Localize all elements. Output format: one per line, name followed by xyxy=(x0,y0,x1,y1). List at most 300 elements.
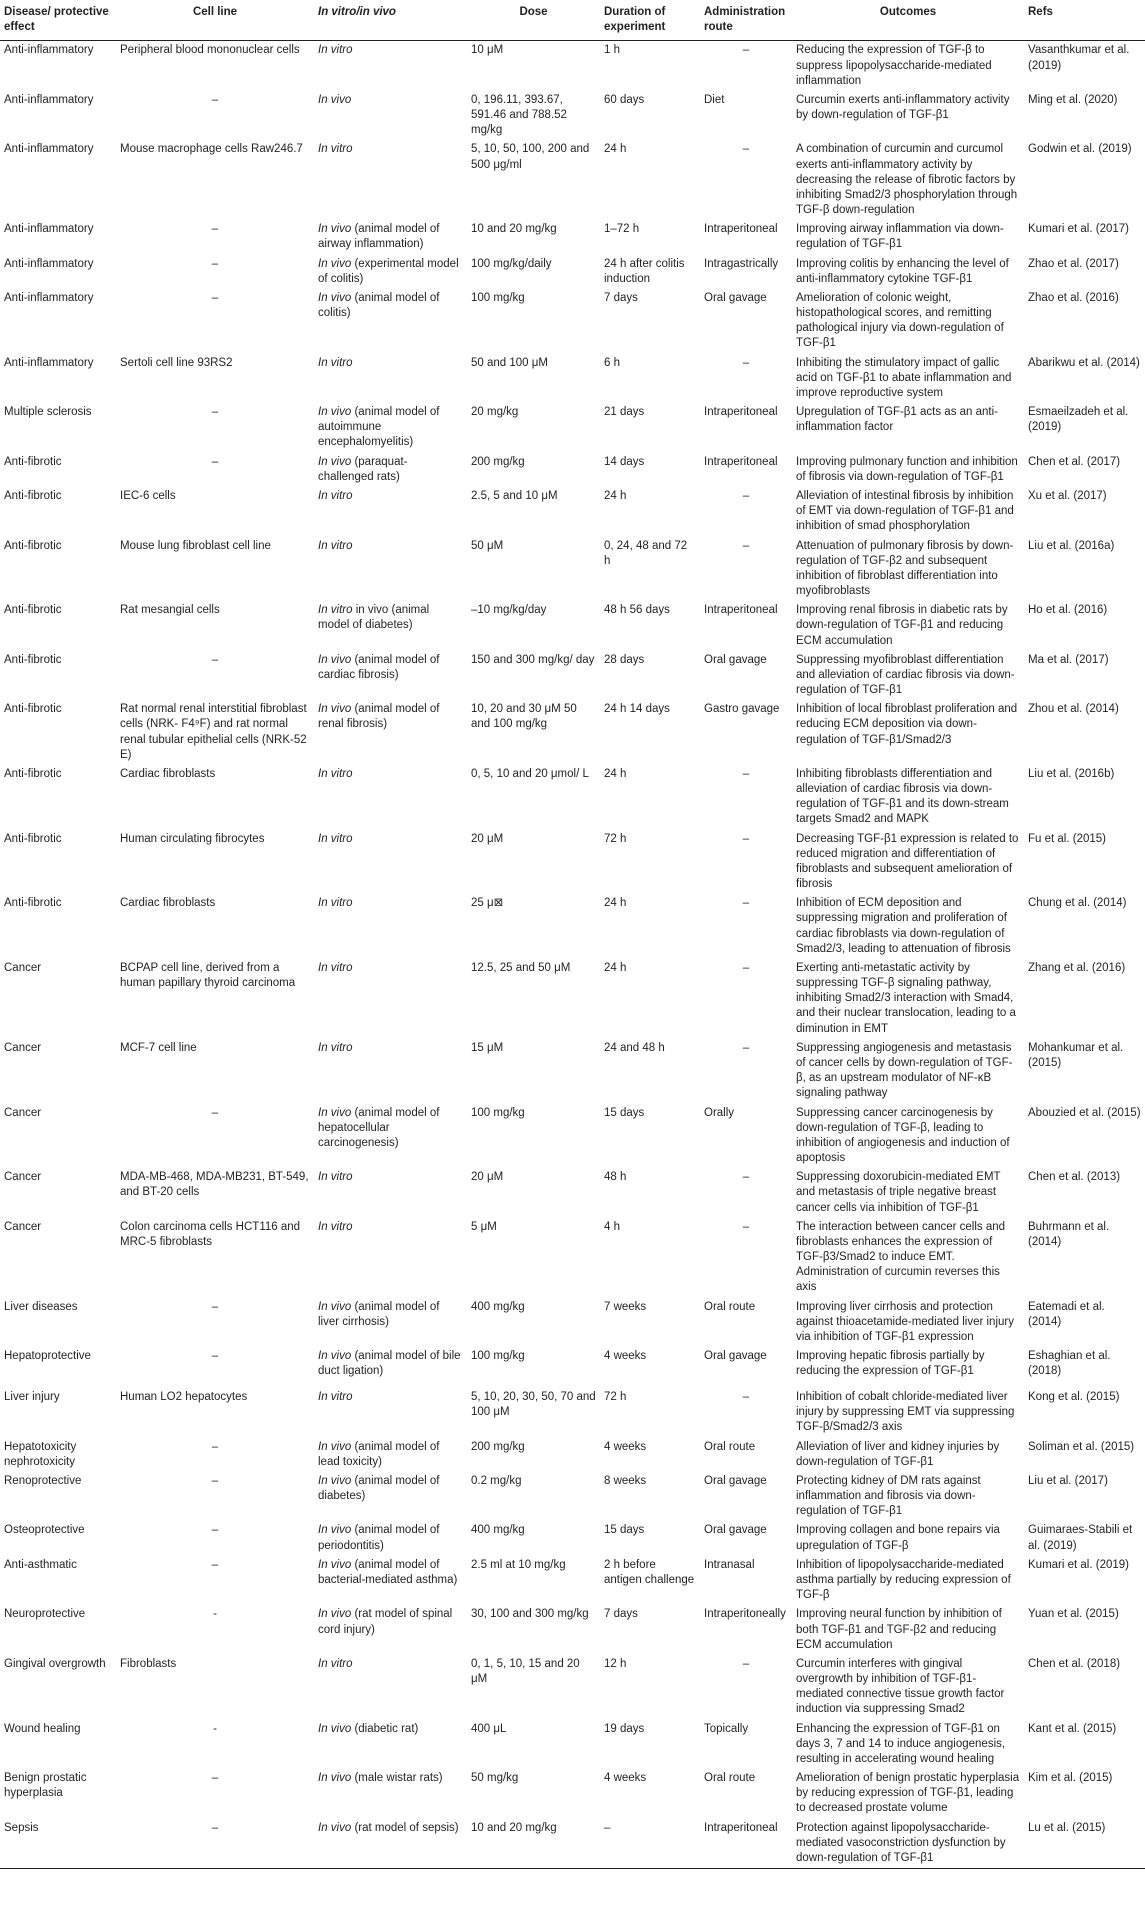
cell-outcome: Exerting anti-metastatic activity by suppressing TGF-β signaling pathway, inhibiting Smad2/3 interaction with Smad4, and their nuclear translocation, leading to a diminution in EMT xyxy=(796,961,1016,1035)
cell-dose: 50 and 100 μM xyxy=(471,356,548,369)
cell-duration: 14 days xyxy=(604,455,645,468)
cell-duration: 4 weeks xyxy=(604,1440,647,1453)
cell-duration: 21 days xyxy=(604,406,645,419)
cell-disease: Anti-fibrotic xyxy=(4,767,62,780)
study-type-label: In vivo xyxy=(318,703,352,716)
cell-ref: Ma et al. (2017) xyxy=(1028,653,1109,666)
cell-disease: Cancer xyxy=(4,1171,42,1184)
cell-disease: Anti-inflammatory xyxy=(4,257,94,270)
cell-outcome: Improving renal fibrosis in diabetic rats by down-regulation of TGF-β1 and reducing ECM accumulation xyxy=(796,604,1008,647)
cell-disease: Cancer xyxy=(4,1106,42,1119)
cell-duration: 4 h xyxy=(604,1220,620,1233)
cell-dose: 20 μM xyxy=(471,832,504,845)
cell-cell-line: – xyxy=(211,1558,219,1571)
cell-duration: 7 days xyxy=(604,1608,638,1621)
cell-cell-line: Human LO2 hepatocytes xyxy=(120,1391,248,1404)
cell-ref: Kumari et al. (2017) xyxy=(1028,223,1129,236)
cell-outcome: Protecting kidney of DM rats against inflammation and fibrosis via down-regulation of TGF-β1 xyxy=(796,1474,981,1518)
table-row xyxy=(0,1298,1145,1348)
cell-disease: Hepatoprotective xyxy=(4,1350,91,1363)
cell-duration: 4 weeks xyxy=(604,1350,647,1363)
study-model-detail: (animal model of hepatocellular carcinogenesis) xyxy=(318,1106,440,1149)
table-row xyxy=(0,487,1145,537)
cell-route: Intraperitoneal xyxy=(704,604,778,617)
cell-cell-line: Cardiac fibroblasts xyxy=(120,767,216,780)
cell-dose: 150 and 300 mg/kg/ day xyxy=(471,653,595,666)
cell-in-vitro-in-vivo xyxy=(314,601,467,651)
table-row xyxy=(0,1720,1145,1770)
table-row xyxy=(0,537,1145,602)
cell-cell-line: Peripheral blood mononuclear cells xyxy=(120,44,300,57)
table-row xyxy=(0,1556,1145,1606)
cell-in-vitro-in-vivo xyxy=(314,1819,467,1869)
cell-outcome: Improving airway inflammation via down-regulation of TGF-β1 xyxy=(796,223,1004,251)
cell-route: – xyxy=(742,1657,750,1670)
cell-ref: Eatemadi et al. (2014) xyxy=(1028,1300,1105,1328)
cell-outcome: Suppressing cancer carcinogenesis by down-regulation of TGF-β, leading to inhibition of angiogenesis and induction of apoptosis xyxy=(796,1106,1010,1165)
cell-route: – xyxy=(742,897,750,910)
cell-disease: Neuroprotective xyxy=(4,1608,86,1621)
cell-in-vitro-in-vivo xyxy=(314,289,467,354)
cell-cell-line: – xyxy=(211,1440,219,1453)
study-type-label: In vivo xyxy=(318,1106,352,1119)
study-type-label: In vivo xyxy=(318,1440,352,1453)
cell-route: – xyxy=(742,1220,750,1233)
cell-in-vitro-in-vivo xyxy=(314,403,467,453)
cell-ref: Kim et al. (2015) xyxy=(1028,1772,1113,1785)
cell-dose: 200 mg/kg xyxy=(471,1440,525,1453)
study-type-label: In vitro xyxy=(318,832,353,845)
cell-duration: 2 h before antigen challenge xyxy=(604,1558,695,1586)
cell-cell-line: – xyxy=(211,291,219,304)
cell-route: Intraperitoneal xyxy=(704,223,778,236)
cell-ref: Liu et al. (2017) xyxy=(1028,1474,1108,1487)
cell-cell-line: Rat normal renal interstitial fibroblast cells (NRK- F4⁹F) and rat normal renal tubular epithelial cells (NRK-52 E) xyxy=(120,703,307,761)
cell-route: Oral route xyxy=(704,1440,756,1453)
cell-outcome: Inhibiting fibroblasts differentiation and alleviation of cardiac fibrosis via down-regulation of TGF-β1 and its down-stream targets Smad2 and MAPK xyxy=(796,767,1009,826)
cell-route: Intraperitoneal xyxy=(704,406,778,419)
cell-disease: Anti-inflammatory xyxy=(4,93,94,106)
cell-in-vitro-in-vivo xyxy=(314,1218,467,1298)
cell-outcome: Improving liver cirrhosis and protection against thioacetamide-mediated liver injury via inhibition of TGF-β1 expression xyxy=(796,1300,1014,1343)
header-duration: Duration of experiment xyxy=(600,0,700,41)
cell-outcome: Inhibiting the stimulatory impact of gallic acid on TGF-β1 to abate inflammation and improve reproductive system xyxy=(796,356,1012,399)
cell-ref: Ho et al. (2016) xyxy=(1028,604,1108,617)
cell-duration: 24 h xyxy=(604,489,627,502)
cell-in-vitro-in-vivo xyxy=(314,91,467,141)
cell-route: Oral gavage xyxy=(704,1350,767,1363)
study-type-label: In vivo xyxy=(318,1524,352,1537)
cell-disease: Renoprotective xyxy=(4,1474,82,1487)
cell-duration: 24 h 14 days xyxy=(604,703,670,716)
header-disease: Disease/ protective effect xyxy=(0,0,116,41)
table-row xyxy=(0,41,1145,91)
cell-route: Oral gavage xyxy=(704,1474,767,1487)
cell-ref: Kant et al. (2015) xyxy=(1028,1722,1117,1735)
cell-outcome: Inhibition of lipopolysaccharide-mediated asthma partially by reducing expression of TGF-β xyxy=(796,1558,1011,1602)
table-row xyxy=(0,1819,1145,1869)
cell-disease: Anti-fibrotic xyxy=(4,539,62,552)
cell-ref: Chen et al. (2018) xyxy=(1028,1657,1121,1670)
cell-in-vitro-in-vivo xyxy=(314,1655,467,1720)
cell-cell-line: Rat mesangial cells xyxy=(120,604,220,617)
cell-in-vitro-in-vivo xyxy=(314,1438,467,1472)
cell-route: Oral route xyxy=(704,1772,756,1785)
cell-outcome: Reducing the expression of TGF-β to suppress lipopolysaccharide-mediated inflammation xyxy=(796,44,992,87)
cell-disease: Anti-fibrotic xyxy=(4,703,62,716)
table-body xyxy=(0,41,1145,1869)
cell-disease: Anti-inflammatory xyxy=(4,291,94,304)
cell-duration: 60 days xyxy=(604,93,645,106)
cell-dose: 100 mg/kg xyxy=(471,1350,525,1363)
table-row xyxy=(0,700,1145,765)
cell-dose: 10 and 20 mg/kg xyxy=(471,223,557,236)
cell-dose: 2.5, 5 and 10 μM xyxy=(471,489,558,502)
study-type-label: In vivo xyxy=(318,455,352,468)
cell-cell-line: MDA-MB-468, MDA-MB231, BT-549, and BT-20 cells xyxy=(120,1171,309,1199)
cell-ref: Chen et al. (2013) xyxy=(1028,1171,1121,1184)
cell-in-vitro-in-vivo xyxy=(314,1104,467,1169)
cell-cell-line: Mouse macrophage cells Raw246.7 xyxy=(120,143,303,156)
cell-disease: Liver diseases xyxy=(4,1300,78,1313)
cell-ref: Xu et al. (2017) xyxy=(1028,489,1107,502)
table-row xyxy=(0,1769,1145,1819)
cell-in-vitro-in-vivo xyxy=(314,487,467,537)
cell-route: – xyxy=(742,143,750,156)
cell-outcome: Curcumin exerts anti-inflammatory activity by down-regulation of TGF-β1 xyxy=(796,93,1010,122)
table-row xyxy=(0,1655,1145,1720)
cell-ref: Abarikwu et al. (2014) xyxy=(1028,356,1140,369)
study-type-label: In vitro xyxy=(318,961,353,974)
cell-ref: Zhang et al. (2016) xyxy=(1028,961,1126,974)
cell-duration: – xyxy=(600,1819,700,1869)
cell-in-vitro-in-vivo xyxy=(314,1168,467,1218)
study-type-label: In vitro xyxy=(318,539,353,552)
study-type-label: In vivo xyxy=(318,1608,352,1621)
cell-dose: 50 mg/kg xyxy=(471,1772,519,1785)
cell-disease: Anti-fibrotic xyxy=(4,604,62,617)
cell-ref: Buhrmann et al. (2014) xyxy=(1028,1220,1110,1248)
header-outcomes: Outcomes xyxy=(792,0,1024,41)
header-dose: Dose xyxy=(467,0,600,41)
table-row xyxy=(0,651,1145,701)
cell-cell-line: Mouse lung fibroblast cell line xyxy=(120,539,271,552)
cell-in-vitro-in-vivo xyxy=(314,255,467,289)
cell-dose: 12.5, 25 and 50 μM xyxy=(471,961,571,974)
cell-disease: Anti-asthmatic xyxy=(4,1558,77,1571)
table-row xyxy=(0,765,1145,830)
cell-outcome: Upregulation of TGF-β1 acts as an anti-inflammation factor xyxy=(796,406,998,434)
cell-dose: 30, 100 and 300 mg/kg xyxy=(471,1608,589,1621)
cell-ref: Chung et al. (2014) xyxy=(1028,897,1127,910)
study-model-detail: (animal model of bacterial-mediated asthma) xyxy=(318,1558,458,1586)
cell-route: – xyxy=(742,832,750,845)
cell-route: – xyxy=(742,961,750,974)
study-type-label: In vitro xyxy=(318,44,353,57)
cell-disease: Multiple sclerosis xyxy=(4,406,92,419)
study-model-detail: (rat model of sepsis) xyxy=(351,1821,459,1834)
cell-cell-line: – xyxy=(116,1819,314,1869)
table-row xyxy=(0,220,1145,254)
cell-disease: Cancer xyxy=(4,961,42,974)
cell-cell-line: Sertoli cell line 93RS2 xyxy=(120,356,233,369)
cell-route: Orally xyxy=(704,1106,735,1119)
cell-in-vitro-in-vivo xyxy=(314,1720,467,1770)
cell-duration: 6 h xyxy=(604,356,620,369)
cell-dose: 2.5 ml at 10 mg/kg xyxy=(471,1558,566,1571)
study-model-detail: (paraquat-challenged rats) xyxy=(318,455,408,483)
cell-cell-line: Human circulating fibrocytes xyxy=(120,832,265,845)
study-type-label: In vitro xyxy=(318,1041,353,1054)
cell-outcome: Decreasing TGF-β1 expression is related to reduced migration and differentiation of fibroblasts and subsequent amelioration of fibrosis xyxy=(796,832,1019,891)
cell-duration: 12 h xyxy=(604,1657,627,1670)
cell-dose: 25 μ⊠ xyxy=(471,897,504,910)
table-row xyxy=(0,959,1145,1039)
cell-route: Diet xyxy=(704,93,725,106)
cell-duration: 19 days xyxy=(604,1722,645,1735)
cell-dose: 0.2 mg/kg xyxy=(471,1474,522,1487)
cell-cell-line: – xyxy=(211,1772,219,1785)
cell-dose: 0, 1, 5, 10, 15 and 20 μM xyxy=(471,1657,580,1686)
cell-outcome: Inhibition of ECM deposition and suppressing migration and proliferation of cardiac fibroblasts via down-regulation of Smad2/3, leading to attenuation of fibrosis xyxy=(796,897,1011,955)
cell-ref: Liu et al. (2016a) xyxy=(1028,539,1115,552)
study-type-label: In vivo xyxy=(318,1474,352,1487)
cell-duration: 24 h xyxy=(604,143,627,156)
cell-route: – xyxy=(742,1391,750,1404)
table-row xyxy=(0,830,1145,895)
cell-disease: Osteoprotective xyxy=(4,1524,85,1537)
cell-duration: 24 h after colitis induction xyxy=(604,257,685,285)
cell-in-vitro-in-vivo xyxy=(314,354,467,404)
cell-disease: Anti-fibrotic xyxy=(4,489,62,502)
table-row xyxy=(0,403,1145,453)
cell-dose: 10, 20 and 30 μM 50 and 100 mg/kg xyxy=(471,703,577,731)
study-model-detail: (animal model of lead toxicity) xyxy=(318,1440,440,1468)
cell-outcome: Improving collagen and bone repairs via upregulation of TGF-β xyxy=(796,1524,1000,1552)
table-row xyxy=(0,91,1145,141)
cell-route: Topically xyxy=(704,1722,749,1735)
table-row xyxy=(0,1438,1145,1472)
cell-duration: 7 days xyxy=(604,291,638,304)
cell-cell-line: Colon carcinoma cells HCT116 and MRC-5 fibroblasts xyxy=(120,1220,301,1248)
cell-dose: 10 and 20 mg/kg xyxy=(467,1819,600,1869)
cell-in-vitro-in-vivo xyxy=(314,959,467,1039)
cell-dose: 100 mg/kg xyxy=(471,1106,525,1119)
cell-disease: Anti-fibrotic xyxy=(4,832,62,845)
table-row xyxy=(0,1388,1145,1438)
cell-duration: 7 weeks xyxy=(604,1300,647,1313)
study-model-detail: in vivo (animal model of diabetes) xyxy=(318,604,430,632)
cell-dose: 20 μM xyxy=(471,1171,504,1184)
cell-in-vitro-in-vivo xyxy=(314,1605,467,1655)
cell-duration: 28 days xyxy=(604,653,645,666)
cell-cell-line: IEC-6 cells xyxy=(120,489,176,502)
cell-duration: 72 h xyxy=(604,1391,627,1404)
cell-cell-line: – xyxy=(211,1524,219,1537)
cell-cell-line: BCPAP cell line, derived from a human papillary thyroid carcinoma xyxy=(120,961,296,990)
cell-outcome: A combination of curcumin and curcumol exerts anti-inflammatory activity by decreasing the release of fibrotic factors by inhibiting Smad2/3 phosphorylation through TGF-β down-regulation xyxy=(796,143,1018,217)
study-model-detail: (experimental model of colitis) xyxy=(318,257,459,285)
cell-outcome: Amelioration of colonic weight, histopathological scores, and remitting pathological injury via down-regulation of TGF-β1 xyxy=(796,291,1004,350)
cell-duration: 24 and 48 h xyxy=(604,1041,665,1054)
cell-ref: Zhou et al. (2014) xyxy=(1028,703,1119,716)
study-type-label: In vitro xyxy=(318,1171,353,1184)
header-row xyxy=(0,0,1145,41)
study-type-label: In vivo xyxy=(318,1772,352,1785)
study-type-label: In vitro xyxy=(318,143,353,156)
cell-in-vitro-in-vivo xyxy=(314,220,467,254)
cell-outcome: Curcumin interferes with gingival overgrowth by inhibition of TGF-β1-mediated connective tissue growth factor induction via suppressing Smad2 xyxy=(796,1657,1005,1716)
cell-route: Gastro gavage xyxy=(704,703,780,716)
cell-cell-line: - xyxy=(213,1722,217,1735)
cell-outcome: Suppressing myofibroblast differentiation and alleviation of cardiac fibrosis via down-regulation of TGF-β1 xyxy=(796,653,1015,697)
cell-disease: Anti-inflammatory xyxy=(4,356,94,369)
cell-in-vitro-in-vivo xyxy=(314,651,467,701)
cell-duration: 15 days xyxy=(604,1524,645,1537)
study-model-detail: (animal model of airway inflammation) xyxy=(318,223,440,251)
cell-route: – xyxy=(742,767,750,780)
cell-dose: 400 mg/kg xyxy=(471,1300,525,1313)
table-row xyxy=(0,140,1145,220)
table-row xyxy=(0,255,1145,289)
cell-ref: Ming et al. (2020) xyxy=(1028,93,1118,106)
cell-cell-line: Cardiac fibroblasts xyxy=(120,897,216,910)
cell-outcome: Inhibition of cobalt chloride-mediated liver injury by suppressing EMT via suppressing TGF-β/Smad2/3 axis xyxy=(796,1391,1015,1434)
cell-cell-line: – xyxy=(211,1350,219,1363)
cell-outcome: Improving hepatic fibrosis partially by reducing the expression of TGF-β1 xyxy=(796,1350,985,1378)
study-type-label: In vitro xyxy=(318,1657,353,1670)
cell-dose: 15 μM xyxy=(471,1041,504,1054)
cell-in-vitro-in-vivo xyxy=(314,140,467,220)
cell-outcome: Enhancing the expression of TGF-β1 on days 3, 7 and 14 to induce angiogenesis, resulting in accelerating wound healing xyxy=(796,1722,1006,1765)
cell-in-vitro-in-vivo xyxy=(314,1039,467,1104)
cell-cell-line: - xyxy=(213,1608,217,1621)
study-model-detail: (animal model of periodontitis) xyxy=(318,1524,440,1552)
cell-in-vitro-in-vivo xyxy=(314,41,467,91)
table-row xyxy=(0,1218,1145,1298)
table-row xyxy=(0,354,1145,404)
table-row xyxy=(0,1168,1145,1218)
cell-ref: Lu et al. (2015) xyxy=(1024,1819,1145,1869)
cell-dose: 200 mg/kg xyxy=(471,455,525,468)
cell-duration: 48 h xyxy=(604,1171,627,1184)
cell-ref: Vasanthkumar et al. (2019) xyxy=(1028,44,1130,72)
cell-ref: Yuan et al. (2015) xyxy=(1028,1608,1119,1621)
cell-dose: 5, 10, 50, 100, 200 and 500 μg/ml xyxy=(471,143,590,171)
cell-ref: Godwin et al. (2019) xyxy=(1028,143,1132,156)
table-row xyxy=(0,601,1145,651)
cell-ref: Chen et al. (2017) xyxy=(1028,455,1121,468)
cell-dose: 100 mg/kg xyxy=(471,291,525,304)
cell-ref: Zhao et al. (2016) xyxy=(1028,291,1119,304)
table-row xyxy=(0,1039,1145,1104)
cell-in-vitro-in-vivo xyxy=(314,1347,467,1388)
cell-in-vitro-in-vivo xyxy=(314,1388,467,1438)
study-model-detail: (animal model of renal fibrosis) xyxy=(318,703,440,731)
cell-dose: 0, 196.11, 393.67, 591.46 and 788.52 mg/kg xyxy=(471,93,567,137)
cell-in-vitro-in-vivo xyxy=(314,894,467,959)
cell-disease: Cancer xyxy=(4,1220,42,1233)
cell-dose: 100 mg/kg/daily xyxy=(471,257,552,270)
cell-disease: Anti-fibrotic xyxy=(4,897,62,910)
table-row xyxy=(0,1104,1145,1169)
cell-outcome: Inhibition of local fibroblast proliferation and reducing ECM deposition via down-regulation of TGF-β1/Smad2/3 xyxy=(796,703,1018,746)
cell-outcome: Alleviation of liver and kidney injuries by down-regulation of TGF-β1 xyxy=(796,1440,1000,1468)
study-type-label: In vivo xyxy=(318,291,352,304)
cell-duration: 4 weeks xyxy=(604,1772,647,1785)
cell-dose: 5, 10, 20, 30, 50, 70 and 100 μM xyxy=(471,1391,596,1419)
cell-dose: 20 mg/kg xyxy=(471,406,519,419)
cell-duration: 72 h xyxy=(604,832,627,845)
study-model-detail: (male wistar rats) xyxy=(351,1772,443,1785)
cell-in-vitro-in-vivo xyxy=(314,1521,467,1555)
cell-cell-line: – xyxy=(211,653,219,666)
cell-duration: 15 days xyxy=(604,1106,645,1119)
cell-cell-line: – xyxy=(211,1106,219,1119)
table-row xyxy=(0,1472,1145,1522)
table-row xyxy=(0,289,1145,354)
header-in-vitro-in-vivo: In vitro/in vivo xyxy=(314,0,467,41)
cell-disease: Liver injury xyxy=(4,1391,60,1404)
cell-disease: Benign prostatic hyperplasia xyxy=(4,1772,87,1800)
cell-route: Oral gavage xyxy=(704,291,767,304)
cell-route: Intranasal xyxy=(704,1558,755,1571)
cell-ref: Liu et al. (2016b) xyxy=(1028,767,1115,780)
study-type-label: In vitro xyxy=(318,356,353,369)
cell-ref: Mohankumar et al. (2015) xyxy=(1028,1041,1124,1069)
cell-cell-line: – xyxy=(211,223,219,236)
study-type-label: In vitro xyxy=(318,1391,353,1404)
cell-duration: 48 h 56 days xyxy=(604,604,670,617)
cell-disease: Anti-fibrotic xyxy=(4,455,62,468)
cell-outcome: Alleviation of intestinal fibrosis by inhibition of EMT via down-regulation of TGF-β1 and inhibition of smad phosphorylation xyxy=(796,489,1014,533)
header-cell-line: Cell line xyxy=(116,0,314,41)
cell-cell-line: – xyxy=(211,406,219,419)
cell-duration: 1 h xyxy=(604,44,620,57)
cell-in-vitro-in-vivo xyxy=(314,537,467,602)
header-refs: Refs xyxy=(1024,0,1145,41)
cell-dose: –10 mg/kg/day xyxy=(471,604,547,617)
cell-disease: Cancer xyxy=(4,1041,42,1054)
cell-ref: Abouzied et al. (2015) xyxy=(1028,1106,1141,1119)
study-model-detail: (animal model of autoimmune encephalomyelitis) xyxy=(318,406,440,449)
cell-dose: 10 μM xyxy=(471,44,504,57)
cell-cell-line: – xyxy=(211,1474,219,1487)
cell-disease: Wound healing xyxy=(4,1722,81,1735)
cell-cell-line: – xyxy=(211,257,219,270)
cell-cell-line: – xyxy=(211,93,219,106)
cell-disease: Gingival overgrowth xyxy=(4,1657,106,1670)
cell-route: Oral route xyxy=(704,1300,756,1313)
cell-disease: Hepatotoxicity nephrotoxicity xyxy=(4,1440,77,1468)
cell-outcome: Suppressing angiogenesis and metastasis of cancer cells by down-regulation of TGF-β, as an upstream modulator of NF-κB signaling pathway xyxy=(796,1041,1013,1100)
cell-dose: 5 μM xyxy=(471,1220,497,1233)
cell-ref: Eshaghian et al. (2018) xyxy=(1028,1350,1111,1378)
cell-ref: Kong et al. (2015) xyxy=(1028,1391,1120,1404)
study-type-label: In vivo xyxy=(318,1350,352,1363)
cell-route: – xyxy=(742,44,750,57)
study-model-detail: (diabetic rat) xyxy=(351,1722,419,1735)
cell-in-vitro-in-vivo xyxy=(314,1556,467,1606)
cell-duration: 8 weeks xyxy=(604,1474,647,1487)
cell-outcome: Attenuation of pulmonary fibrosis by down-regulation of TGF-β2 and subsequent inhibition of fibroblast differentiation into myofibroblasts xyxy=(796,539,1014,598)
cell-outcome: Improving pulmonary function and inhibition of fibrosis via down-regulation of TGF-β1 xyxy=(796,455,1018,483)
cell-route: – xyxy=(742,1041,750,1054)
cell-in-vitro-in-vivo xyxy=(314,453,467,487)
cell-disease: Anti-inflammatory xyxy=(4,223,94,236)
cell-disease: Anti-fibrotic xyxy=(4,653,62,666)
cell-in-vitro-in-vivo xyxy=(314,1298,467,1348)
